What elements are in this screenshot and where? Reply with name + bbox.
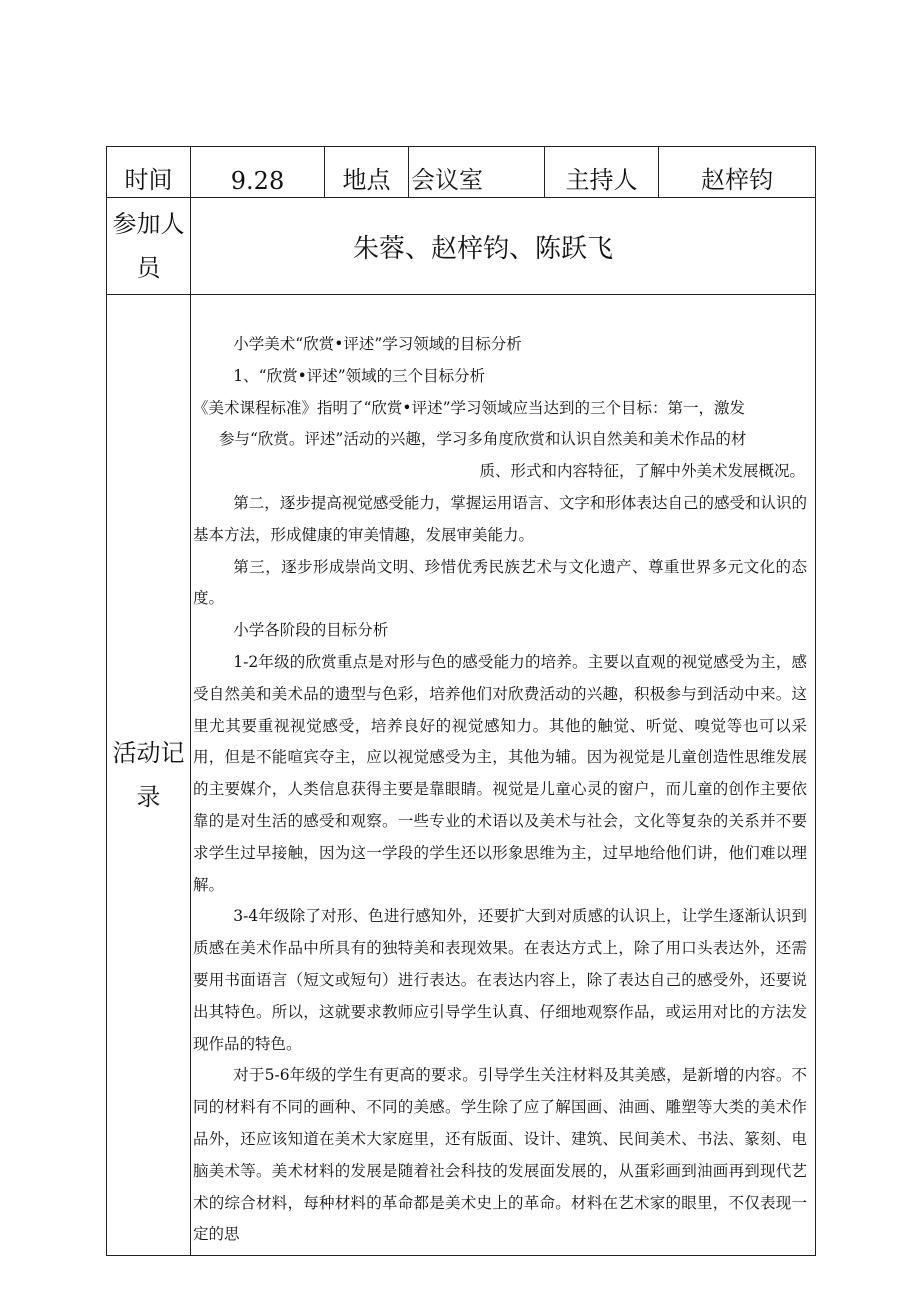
time-value: 9.28 bbox=[191, 147, 325, 198]
record-paragraph: 第二，逐步提高视觉感受能力，掌握运用语言、文字和形体表达自己的感受和认识的基本方法，形成健康的审美情趣，发展审美能力。 bbox=[193, 493, 807, 544]
record-paragraph: 3-4年级除了对形、色进行感知外，还要扩大到对质感的认识上，让学生逐渐认识到质感在美术作品中所具有的独特美和表现效果。在表达方式上，除了用口头表达外，还需要用书面语言（短文或短句）进行表达。在表达内容上，除了表达自己的感受外，还要说出其特色。所以，这就要求教师应引导学生认真、仔细地观察作品，或运用对比的方法发现作品的特色。 bbox=[193, 907, 807, 1053]
record-row bbox=[107, 295, 816, 1256]
record-paragraph: 对于5-6年级的学生有更高的要求。引导学生关注材料及其美感，是新增的内容。不同的材料有不同的画种、不同的美感。学生除了应了解国画、油画、雕塑等大类的美术作品外，还应该知道在美术大家庭里，还有版面、设计、建筑、民间美术、书法、篆刻、电脑美术等。美术材料的发展是随着社会科技的发展面发展的，从蛋彩画到油画再到现代艺术的综合材料，每种材料的革命都是美术史上的革命。材料在艺术家的眼里，不仅表现一定的思 bbox=[193, 1066, 807, 1244]
record-label-line2: 录 bbox=[136, 783, 161, 812]
record-paragraph: 质、形式和内容特征，了解中外美术发展概况。 bbox=[479, 462, 805, 481]
record-subheading: 小学各阶段的目标分析 bbox=[233, 621, 389, 640]
record-content bbox=[191, 295, 816, 1256]
header-row bbox=[107, 147, 816, 198]
record-section-heading: 1、“欣赏•评述”领域的三个目标分析 bbox=[233, 366, 486, 385]
record-label bbox=[107, 295, 191, 1256]
participants-value: 朱蓉、赵梓钧、陈跃飞 bbox=[191, 198, 816, 295]
participants-label bbox=[107, 198, 191, 295]
record-paragraph: 1-2年级的欣赏重点是对形与色的感受能力的培养。主要以直观的视觉感受为主，感受自然美和美术品的遗型与色彩，培养他们对欣费活动的兴趣，积极参与到活动中来。这里尤其要重视视觉感受，培养良好的视觉感知力。其他的触觉、听觉、嗅觉等也可以采用，但是不能喧宾夺主，应以视觉感受为主，其他为辅。因为视觉是儿童创造性思维发展的主要媒介，人类信息获得主要是靠眼睛。视觉是儿童心灵的窗户，而儿童的创作主要依靠的是对生活的感受和观察。一些专业的术语以及美术与社会，文化等复杂的关系并不要求学生过早接触，因为这一学段的学生还以形象思维为主，过早地给他们讲，他们难以理解。 bbox=[193, 652, 807, 894]
participants-label-line2: 员 bbox=[136, 254, 161, 282]
host-label: 主持人 bbox=[545, 147, 659, 198]
participants-label-line1: 参加人 bbox=[112, 210, 185, 238]
record-label-line1: 活动记 bbox=[112, 739, 185, 768]
place-label: 地点 bbox=[325, 147, 409, 198]
meeting-record-table bbox=[106, 146, 816, 1256]
host-value: 赵梓钧 bbox=[659, 147, 816, 198]
record-paragraph: 《美术课程标准》指明了“欣赏•评述”学习领域应当达到的三个目标：第一，激发 bbox=[193, 398, 745, 417]
record-paragraph: 参与“欣赏。评述”活动的兴趣，学习多角度欣赏和认识自然美和美术作品的材 bbox=[219, 430, 747, 449]
record-paragraph: 第三，逐步形成崇尚文明、珍惜优秀民族艺术与文化遗产、尊重世界多元文化的态度。 bbox=[193, 557, 807, 608]
record-title: 小学美术“欣赏•评述”学习领域的目标分析 bbox=[233, 335, 522, 353]
time-label: 时间 bbox=[107, 147, 191, 198]
participants-row bbox=[107, 198, 816, 295]
place-value: 会议室 bbox=[409, 147, 545, 198]
